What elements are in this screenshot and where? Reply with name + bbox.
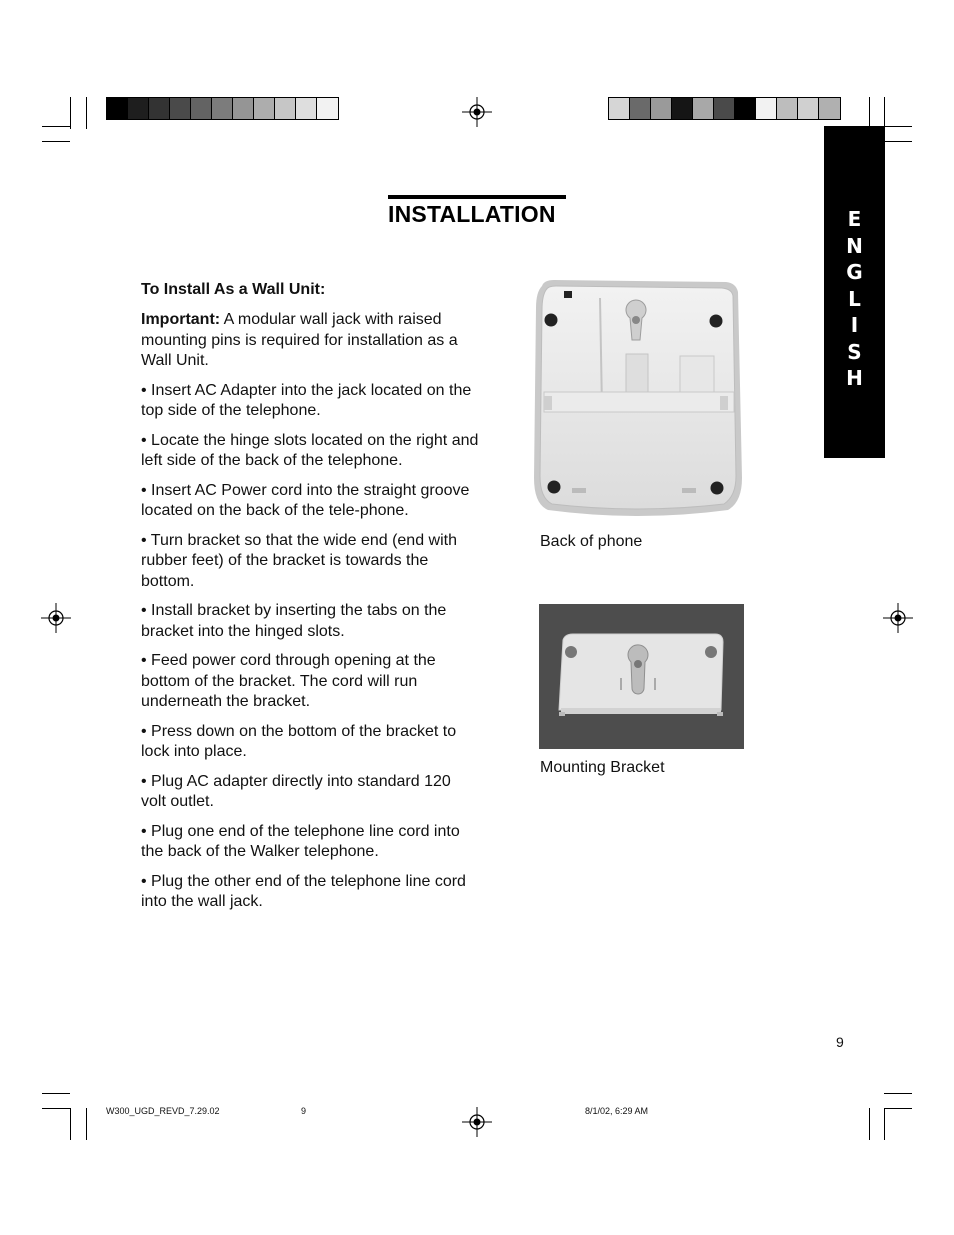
- color-swatch: [317, 98, 338, 119]
- color-swatch: [672, 98, 693, 119]
- bracket-caption: Mounting Bracket: [540, 759, 665, 776]
- color-swatch: [149, 98, 170, 119]
- tab-letter: H: [846, 366, 863, 390]
- crop-mark: [869, 97, 870, 129]
- crop-mark: [884, 97, 885, 129]
- crop-mark: [869, 1108, 870, 1140]
- color-swatch: [714, 98, 735, 119]
- footer-timestamp: 8/1/02, 6:29 AM: [585, 1106, 649, 1116]
- color-swatch: [735, 98, 756, 119]
- color-swatch: [798, 98, 819, 119]
- tab-letter: N: [846, 233, 863, 258]
- crop-mark: [884, 1093, 912, 1094]
- list-item: • Install bracket by inserting the tabs on the bracket into the hinged slots.: [141, 602, 447, 640]
- language-tab: [824, 126, 885, 458]
- crop-mark: [884, 126, 912, 127]
- crop-mark: [70, 1108, 71, 1140]
- color-swatch: [254, 98, 275, 119]
- page-title: INSTALLATION: [388, 201, 556, 227]
- tab-letter: S: [847, 339, 862, 364]
- important-text: A modular wall jack with raised mounting pins is required for installation as a Wall Unit.: [141, 311, 458, 369]
- tab-letter: E: [847, 207, 862, 231]
- color-swatch: [170, 98, 191, 119]
- color-swatch: [212, 98, 233, 119]
- section-heading: To Install As a Wall Unit:: [141, 281, 326, 298]
- crop-mark: [86, 97, 87, 129]
- color-swatch: [630, 98, 651, 119]
- registration-mark-icon: [883, 603, 913, 633]
- important-label: Important:: [141, 311, 221, 329]
- list-item: • Plug the other end of the telephone line cord into the wall jack.: [141, 873, 466, 911]
- color-bar-right: [608, 97, 841, 120]
- list-item: • Feed power cord through opening at the bottom of the bracket. The cord will run underneath the bracket.: [141, 652, 436, 711]
- registration-mark-icon: [462, 97, 492, 127]
- tab-letter: L: [848, 286, 861, 311]
- list-item: • Plug one end of the telephone line cord into the back of the Walker telephone.: [141, 823, 460, 861]
- color-swatch: [128, 98, 149, 119]
- color-bar-left: [106, 97, 339, 120]
- crop-mark: [884, 1108, 885, 1140]
- list-item: • Locate the hinge slots located on the right and left side of the back of the telephone.: [141, 431, 479, 470]
- footer-page: 9: [301, 1106, 307, 1116]
- phone-caption: Back of phone: [540, 533, 643, 550]
- color-swatch: [296, 98, 317, 119]
- crop-mark: [42, 1093, 70, 1094]
- color-swatch: [275, 98, 296, 119]
- important-note: [141, 310, 479, 371]
- phone-back-image: [530, 278, 746, 520]
- crop-mark: [42, 1108, 70, 1109]
- registration-mark-icon: [41, 603, 71, 633]
- list-item: • Insert AC Power cord into the straight groove located on the back of the tele-phone.: [141, 481, 470, 520]
- color-swatch: [756, 98, 777, 119]
- list-item: • Turn bracket so that the wide end (end with rubber feet) of the bracket is towards the bottom.: [141, 531, 457, 590]
- title-rule: [388, 195, 566, 199]
- page-number: 9: [836, 1034, 844, 1050]
- list-item: • Press down on the bottom of the bracket to lock into place.: [141, 722, 457, 761]
- color-swatch: [107, 98, 128, 119]
- color-swatch: [609, 98, 630, 119]
- color-swatch: [651, 98, 672, 119]
- list-item: • Insert AC Adapter into the jack located on the top side of the telephone.: [141, 381, 472, 419]
- crop-mark: [42, 126, 70, 127]
- color-swatch: [233, 98, 254, 119]
- list-item: • Plug AC adapter directly into standard 120 volt outlet.: [141, 772, 451, 811]
- instructions: [141, 280, 479, 922]
- color-swatch: [693, 98, 714, 119]
- color-swatch: [191, 98, 212, 119]
- registration-mark-icon: [462, 1107, 492, 1137]
- crop-mark: [884, 1108, 912, 1109]
- color-swatch: [819, 98, 840, 119]
- color-swatch: [777, 98, 798, 119]
- crop-mark: [42, 141, 70, 142]
- crop-mark: [86, 1108, 87, 1140]
- footer-filename: W300_UGD_REVD_7.29.02: [106, 1106, 220, 1116]
- tab-letter: G: [846, 260, 863, 284]
- tab-letter: I: [850, 313, 859, 337]
- mounting-bracket-image: [539, 604, 744, 749]
- crop-mark: [70, 97, 71, 129]
- crop-mark: [884, 141, 912, 142]
